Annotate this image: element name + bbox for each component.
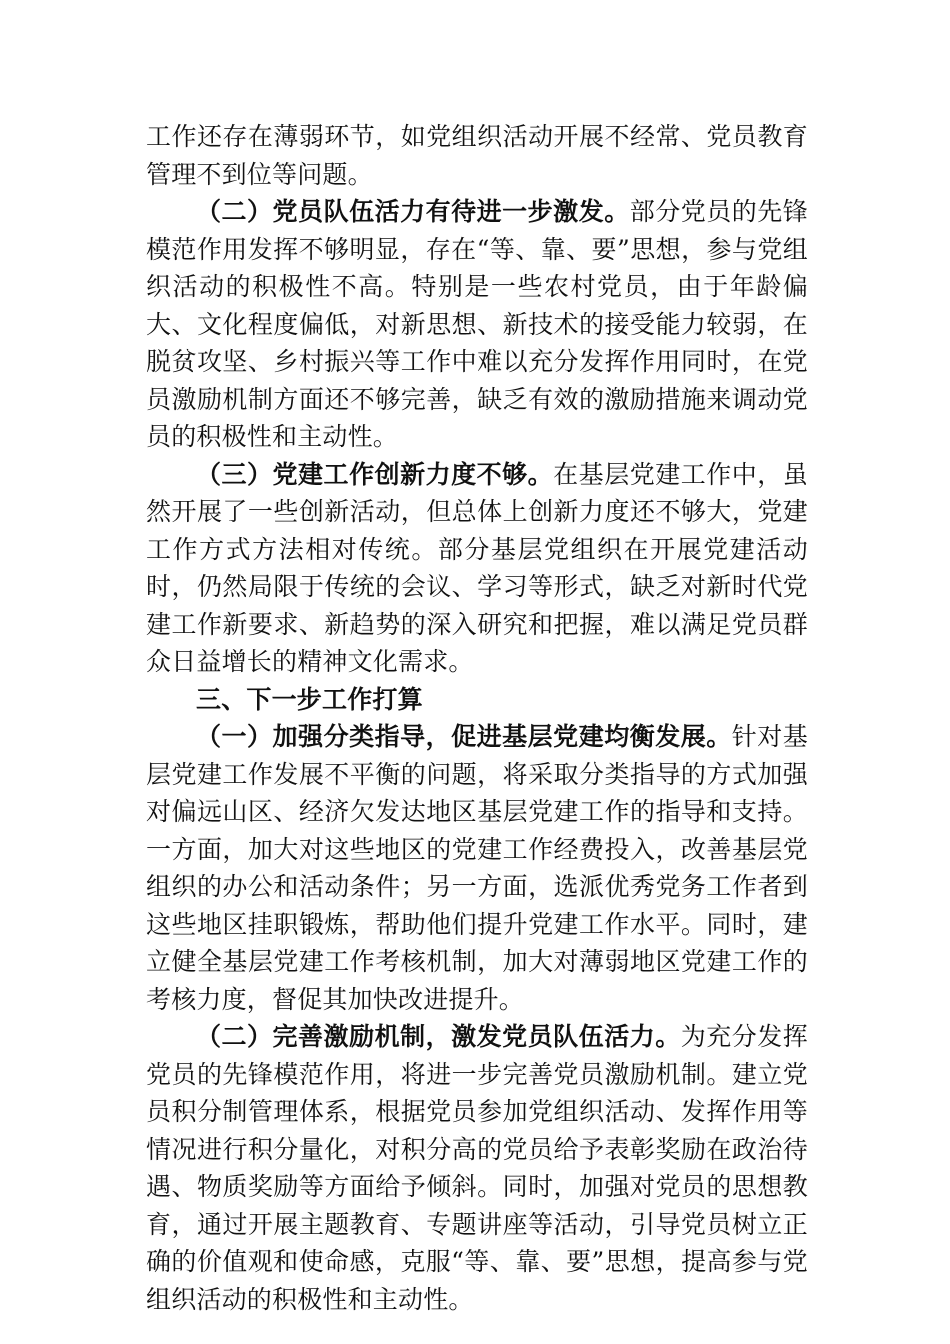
paragraph-continuation: [146, 118, 808, 193]
paragraph-lead: （二）党员队伍活力有待进一步激发。: [196, 197, 630, 226]
paragraph-lead: （二）完善激励机制，激发党员队伍活力。: [196, 1022, 681, 1051]
paragraph-party-member-vitality: [146, 193, 808, 456]
section-heading: 三、下一步工作打算: [196, 684, 423, 714]
paragraph-text: 部分党员的先锋模范作用发挥不够明显，存在“等、靠、要”思想，参与党组织活动的积极性不高。特别是一些农村党员，由于年龄偏大、文化程度偏低，对新思想、新技术的接受能力较弱，在脱贫攻坚、乡村振兴等工作中难以充分发挥作用同时，在党员激励机制方面还不够完善，缺乏有效的激励措施来调动党员的积极性和主动性。: [146, 197, 808, 451]
paragraph-text: 为充分发挥党员的先锋模范作用，将进一步完善党员激励机制。建立党员积分制管理体系，根据党员参加党组织活动、发挥作用等情况进行积分量化，对积分高的党员给予表彰奖励在政治待遇、物质奖励等方面给予倾斜。同时，加强对党员的思想教育，通过开展主题教育、专题讲座等活动，引导党员树立正确的价值观和使命感，克服“等、靠、要”思想，提高参与党组织活动的积极性和主动性。: [146, 1022, 808, 1314]
paragraph-innovation: [146, 456, 808, 681]
paragraph-text: 工作还存在薄弱环节，如党组织活动开展不经常、党员教育管理不到位等问题。: [146, 122, 808, 189]
paragraph-classified-guidance: [146, 718, 808, 1018]
paragraph-incentive-mechanism: [146, 1018, 808, 1318]
paragraph-lead: （三）党建工作创新力度不够。: [196, 459, 554, 489]
paragraph-text: 在基层党建工作中，虽然开展了一些创新活动，但总体上创新力度还不够大，党建工作方式方法相对传统。部分基层党组织在开展党建活动时，仍然局限于传统的会议、学习等形式，缺乏对新时代党建工作新要求、新趋势的深入研究和把握，难以满足党员群众日益增长的精神文化需求。: [146, 459, 808, 676]
document-page: [146, 118, 808, 1318]
paragraph-text: 针对基层党建工作发展不平衡的问题，将采取分类指导的方式加强对偏远山区、经济欠发达地区基层党建工作的指导和支持。一方面，加大对这些地区的党建工作经费投入，改善基层党组织的办公和活动条件；另一方面，选派优秀党务工作者到这些地区挂职锻炼，帮助他们提升党建工作水平。同时，建立健全基层党建工作考核机制，加大对薄弱地区党建工作的考核力度，督促其加快改进提升。: [146, 722, 808, 1014]
paragraph-lead: （一）加强分类指导，促进基层党建均衡发展。: [196, 722, 732, 751]
